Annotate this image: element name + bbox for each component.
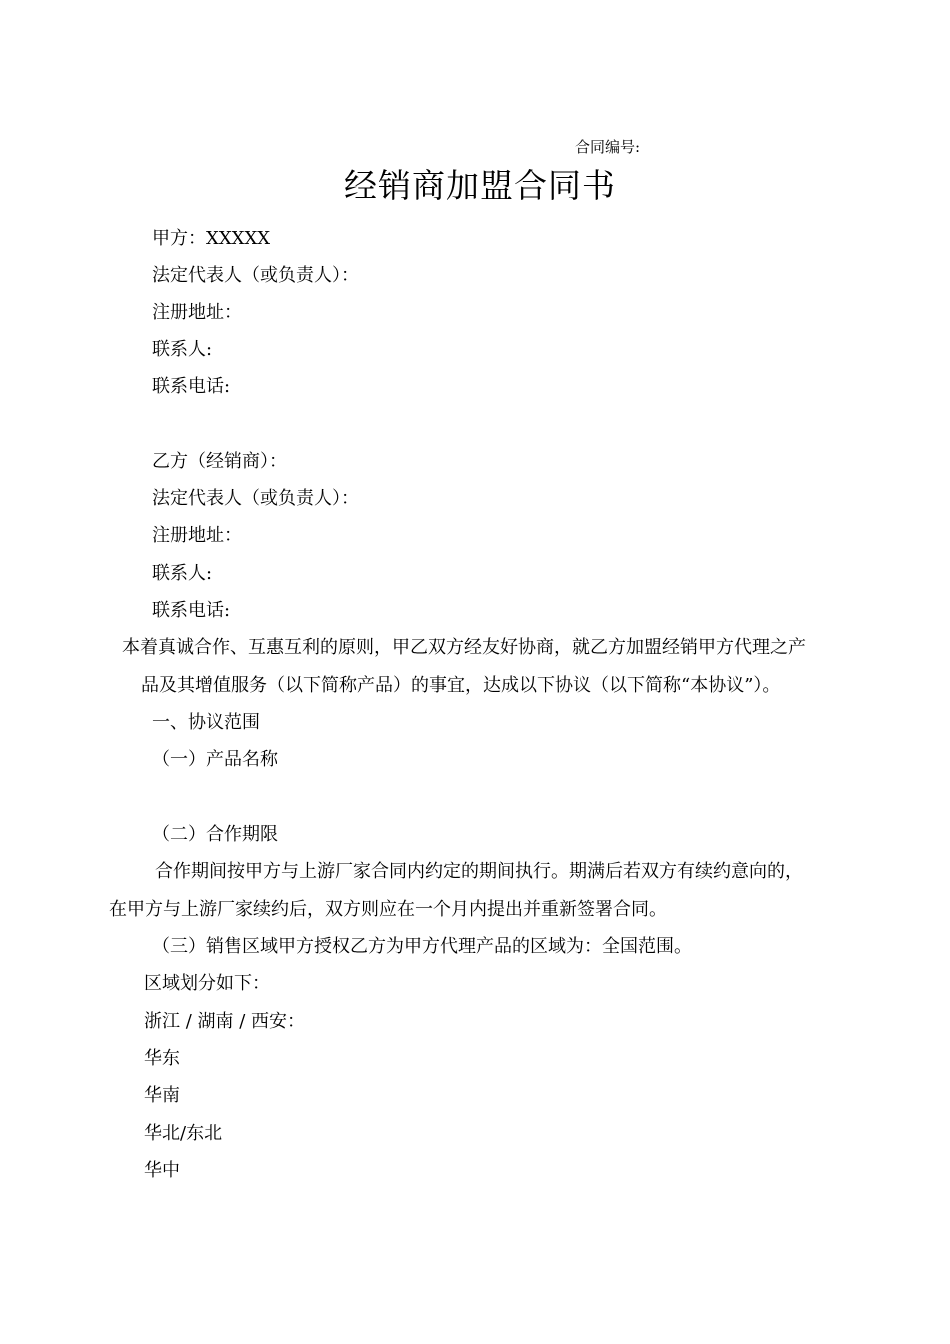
party-b-legal-rep: 法定代表人（或负责人）： [152, 488, 359, 509]
party-b-contact: 联系人: [152, 563, 213, 584]
regions-header: 浙江 / 湖南 / 西安： [144, 1011, 306, 1032]
period-line-2: 在甲方与上游厂家续约后，双方则应在一个月内提出并重新签署合同。 [109, 899, 667, 920]
region-item: 华中 [144, 1160, 180, 1181]
regions-intro: 区域划分如下： [144, 973, 270, 994]
region-item: 华南 [144, 1085, 180, 1106]
region-item: 华北/东北 [144, 1123, 223, 1144]
region-item: 华东 [144, 1048, 180, 1069]
section-1-sub-3: （三）销售区域甲方授权乙方为甲方代理产品的区域为：全国范围。 [152, 936, 692, 957]
section-1-sub-1: （一）产品名称 [152, 749, 278, 770]
period-line-1: 合作期间按甲方与上游厂家合同内约定的期间执行。期满后若双方有续约意向的， [155, 861, 803, 882]
intro-line-2: 品及其增值服务（以下简称产品）的事宜，达成以下协议（以下简称“本协议”）。 [141, 675, 781, 696]
party-a-phone: 联系电话: [152, 376, 231, 397]
party-a-label: 甲方：XXXXX [152, 228, 271, 249]
section-1-heading: 一、协议范围 [152, 712, 260, 733]
party-b-label: 乙方（经销商）： [152, 451, 287, 472]
party-a-legal-rep: 法定代表人（或负责人）： [152, 265, 359, 286]
party-a-address: 注册地址： [152, 302, 242, 323]
party-b-phone: 联系电话: [152, 600, 231, 621]
party-a-contact: 联系人: [152, 339, 213, 360]
intro-line-1: 本着真诚合作、互惠互利的原则，甲乙双方经友好协商，就乙方加盟经销甲方代理之产 [122, 637, 806, 658]
document-title: 经销商加盟合同书 [344, 166, 616, 205]
contract-number-label: 合同编号: [575, 138, 641, 156]
section-1-sub-2: （二）合作期限 [152, 824, 278, 845]
party-b-address: 注册地址： [152, 525, 242, 546]
